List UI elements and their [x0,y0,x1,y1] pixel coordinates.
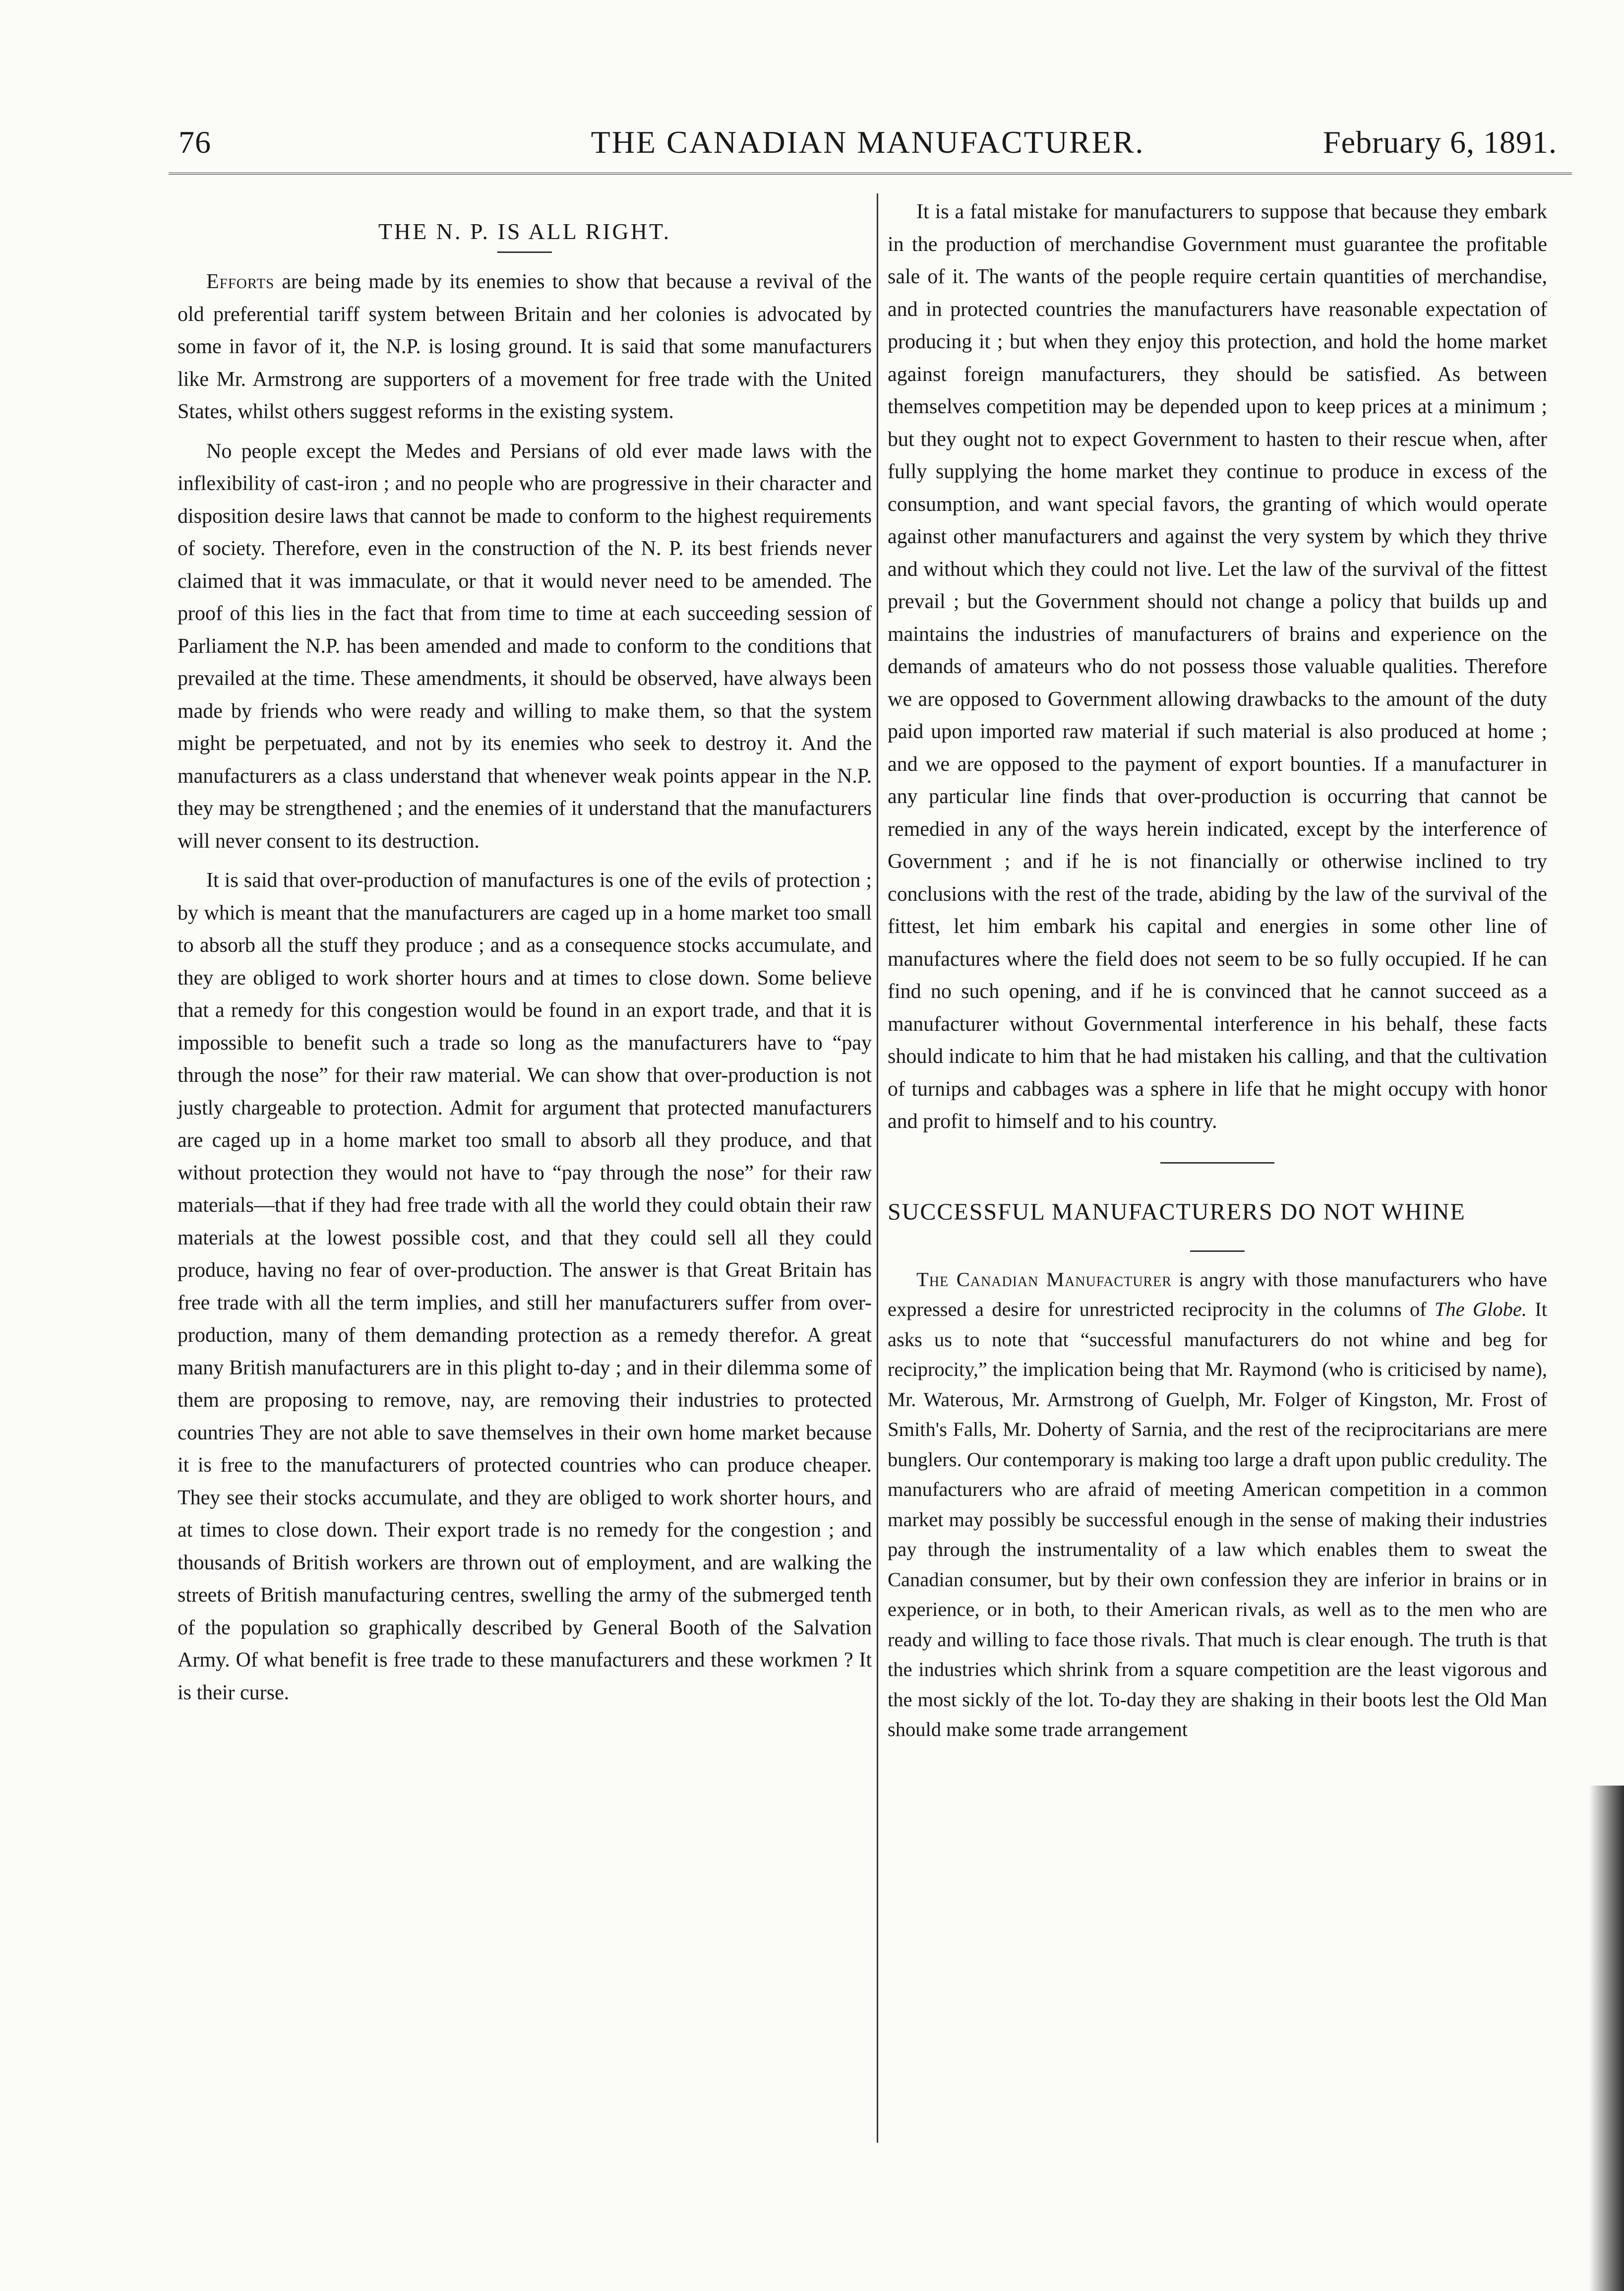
right-column [888,196,1547,1752]
article-paragraph-2: No people except the Medes and Persians of old ever made laws with the inflexibility of cast-iron ; and no people who are progressive in their character and disposition desire laws that cannot be made to conform to the highest requirements of society. Therefore, even in the construction of the N. P. its best friends never claimed that it was immaculate, or that it would never need to be amended. The proof of this lies in the fact that from time to time at each succeeding session of Parliament the N.P. has been amended and made to conform to the conditions that prevailed at the time. These amendments, it should be observed, have always been made by friends who were ready and willing to make them, so that the system might be perpetuated, and not by its enemies who seek to destroy it. And the manufacturers as a class understand that whenever weak points appear in the N.P. they may be strengthened ; and the enemies of it understand that the manufacturers will never consent to its destruction. [178,439,872,853]
page-number: 76 [179,124,211,160]
column-divider [877,193,878,2143]
article-paragraph-3: It is said that over-production of manufactures is one of the evils of protection ; by which is meant that the manufacturers are caged up in a home market too small to absorb all the stuff they produce ; and as a consequence stocks accumulate, and they are obliged to work shorter hours and at times to close down. Some believe that a remedy for this congestion would be found in an export trade, and that it is impossible to benefit such a trade so long as the manufacturers have to “pay through the nose” for their raw material. We can show that over-production is not justly chargeable to protection. Admit for argument that protected manufacturers are caged up in a home market too small to absorb all they produce, and that without protection they would not have to “pay through the nose” for their raw materials—that if they had free trade with all the world they could obtain their raw materials at the lowest possible cost, and that they could sell all they could produce, having no fear of over-production. The answer is that Great Britain has free trade with all the term implies, and still her manufacturers suffer from over-production, many of them demanding protection as a remedy therefor. A great many British manufacturers are in this plight to-day ; and in their dilemma some of them are proposing to remove, nay, are removing their industries to protected countries They are not able to save themselves in their own home market because it is free to the manufacturers of protected countries who can produce cheaper. They see their stocks accumulate, and they are obliged to work shorter hours, and at times to close down. Their export trade is no remedy for the congestion ; and thousands of British workers are thrown out of employment, and are walking the streets of British manufacturing centres, swelling the army of the submerged tenth of the population so graphically described by General Booth of the Salvation Army. Of what benefit is free trade to these manufacturers and these workmen ? It is their curse. [178,869,872,1704]
article-title: THE N. P. IS ALL RIGHT. [378,219,671,244]
title-rule [497,251,552,253]
article-paragraph-1 [178,266,872,429]
journal-title: THE CANADIAN MANUFACTURER. [591,124,1145,160]
paragraph-text-b: It asks us to note that “successful manufacturers do not whine and beg for reciprocity,” the implication being that Mr. Raymond (who is criticised by name), Mr. Waterous, Mr. Armstrong of Guelph, Mr. Folger of Kingston, Mr. Frost of Smith's Falls, Mr. Doherty of Sarnia, and the rest of the reciprocitarians are mere bunglers. Our contemporary is making too large a draft upon public credulity. The manufacturers who are afraid of meeting American competition in a common market may possibly be successful enough in the sense of making their industries pay through the instrumentality of a law which enables them to sweat the Canadian consumer, but by their own confession they are inferior in brains or in experience, or in both, to their American rivals, as well as to the men who are ready and willing to face those rivals. That much is clear enough. The truth is that the industries which shrink from a square competition are the least vigorous and the most sickly of the lot. To-day they are shaking in their boots lest the Old Man should make some trade arrangement [888,1298,1547,1740]
lead-words: The Canadian Manufacturer [916,1268,1172,1291]
article2-paragraph-1 [888,1265,1547,1745]
section-rule [1160,1162,1274,1164]
running-head [179,124,1557,169]
title-rule-2 [1190,1250,1245,1252]
paragraph-text-a: is angry with those manufacturers who have expressed a desire for unrestricted reciprocity in the columns of [888,1268,1547,1320]
newspaper-name: The Globe. [1434,1298,1527,1320]
paragraph-text: are being made by its enemies to show that because a revival of the old preferential tariff system between Britain and her colonies is advocated by some in favor of it, the N.P. is losing ground. It is said that some manufacturers like Mr. Armstrong are supporters of a movement for free trade with the United States, whilst others suggest reforms in the existing system. [178,270,872,423]
page-edge-shadow [1589,1786,1624,2291]
issue-date: February 6, 1891. [1323,124,1557,160]
article-paragraph-4: It is a fatal mistake for manufacturers to suppose that because they embark in the production of merchandise Government must guarantee the profitable sale of it. The wants of the people require certain quantities of merchandise, and in protected countries the manufacturers have reasonable expectation of producing it ; but when they enjoy this protection, and hold the home market against foreign manufacturers, they should be satisfied. As between themselves competition may be depended upon to keep prices at a minimum ; but they ought not to expect Government to hasten to their rescue when, after fully supplying the home market they continue to produce in excess of the consumption, and want special favors, the granting of which would operate against other manufacturers and against the very system by which they thrive and without which they could not live. Let the law of the survival of the fittest prevail ; but the Government should not change a policy that builds up and maintains the industries of manufacturers of brains and experience on the demands of amateurs who do not possess those valuable qualities. Therefore we are opposed to Government allowing drawbacks to the amount of the duty paid upon imported raw material if such material is also produced at home ; and we are opposed to the payment of export bounties. If a manufacturer in any particular line finds that over-production is occurring that cannot be remedied in any of the ways herein indicated, except by the interference of Government ; and if he is not financially or otherwise inclined to try conclusions with the rest of the trade, abiding by the law of the survival of the fittest, let him embark his capital and energies in some other line of manufactures where the field does not seem to be so fully occupied. If he can find no such opening, and if he is convinced that he cannot succeed as a manufacturer without Governmental interference in his behalf, these facts should indicate to him that he had mistaken his calling, and that the cultivation of turnips and cabbages was a sphere in life that he might occupy with honor and profit to himself and to his country. [888,200,1547,1133]
lead-word: Efforts [206,270,275,293]
article-title-2: SUCCESSFUL MANUFACTURERS DO NOT WHINE [888,1198,1466,1225]
left-column [178,196,872,1716]
header-rule [169,173,1572,175]
